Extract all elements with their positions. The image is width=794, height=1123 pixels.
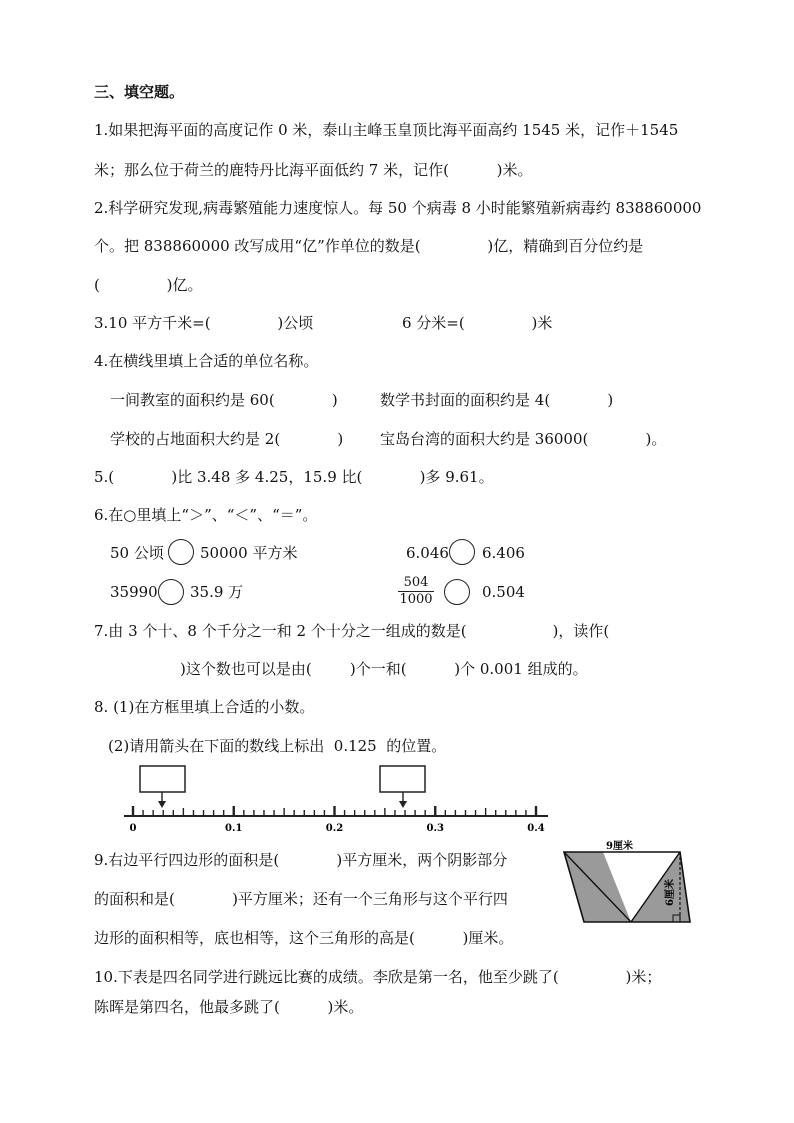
number-line-label: 0.3 [426,823,444,834]
q9-line2: 的面积和是( )平方厘米；还有一个三角形与这个平行四 [94,890,508,908]
answer-box-1[interactable] [140,766,185,792]
q2-line2: 个。把 838860000 改写成用“亿”作单位的数是( )亿，精确到百分位约是 [94,237,644,255]
q10-line2: 陈晖是第四名，他最多跳了( )米。 [94,998,364,1016]
q3-part1: 3.10 平方千米=( )公顷 [94,314,314,332]
q1-line1: 1.如果把海平面的高度记作 0 米，泰山主峰玉皇顶比海平面高约 1545 米，记作＋1545 [94,121,679,139]
q7-line1: 7.由 3 个十、8 个千分之一和 2 个十分之一组成的数是( )，读作( [94,622,610,640]
height-label: 6厘米 [665,879,676,906]
number-line-label: 0.1 [225,823,243,834]
q8-part1: 8. (1)在方框里填上合适的小数。 [94,698,315,716]
q4-title: 4.在横线里填上合适的单位名称。 [94,352,319,370]
box-2-arrow-icon [399,801,407,808]
base-label: 9厘米 [606,841,633,852]
q3-part2: 6 分米=( )米 [402,314,553,332]
q9-line3: 边形的面积相等，底也相等，这个三角形的高是( )厘米。 [94,929,514,947]
parallelogram-figure [556,838,698,930]
q9-line1: 9.右边平行四边形的面积是( )平方厘米，两个阴影部分 [94,851,508,869]
q6-title: 6.在○里填上“＞”、“＜”、“＝”。 [94,506,318,524]
q2-line3: ( )亿。 [94,276,203,294]
q6-item3-left: 35990 [110,583,158,601]
q7-line2: )这个数也可以是由( )个一和( )个 0.001 组成的。 [180,660,588,678]
section-title: 三、填空题。 [94,83,185,101]
q4-item-d: 宝岛台湾的面积大约是 36000( )。 [380,430,667,448]
number-line-labels [130,823,545,834]
q4-item-b: 数学书封面的面积约是 4( ) [380,391,614,409]
answer-box-2[interactable] [380,766,425,792]
box-1-arrow-icon [158,801,166,808]
q1-line2: 米；那么位于荷兰的鹿特丹比海平面低约 7 米，记作( )米。 [94,161,533,179]
number-line-ticks [133,806,536,816]
q6-item1-right: 50000 平方米 [200,544,298,562]
q2-line1: 2.科学研究发现,病毒繁殖能力速度惊人。每 50 个病毒 8 小时能繁殖新病毒约 838860000 [94,199,702,217]
q6-item4-right: 0.504 [482,583,525,601]
q8-part2: (2)请用箭头在下面的数线上标出 0.125 的位置。 [108,737,447,755]
q6-item3-right: 35.9 万 [190,583,244,601]
fraction-numerator: 504 [398,575,434,592]
q4-item-c: 学校的占地面积大约是 2( ) [110,430,344,448]
number-line-label: 0.4 [527,823,545,834]
q6-item1-left: 50 公顷 [110,544,164,562]
number-line-label: 0.2 [325,823,344,834]
q10-line1: 10.下表是四名同学进行跳远比赛的成绩。李欣是第一名，他至少跳了( )米； [94,968,662,986]
q5-text: 5.( )比 3.48 多 4.25，15.9 比( )多 9.61。 [94,468,494,486]
q6-item2-left: 6.046 [406,544,449,562]
q6-item2-right: 6.406 [482,544,525,562]
q4-item-a: 一间教室的面积约是 60( ) [110,391,338,409]
fraction-denominator: 1000 [399,592,433,607]
number-line-label: 0 [129,823,137,834]
